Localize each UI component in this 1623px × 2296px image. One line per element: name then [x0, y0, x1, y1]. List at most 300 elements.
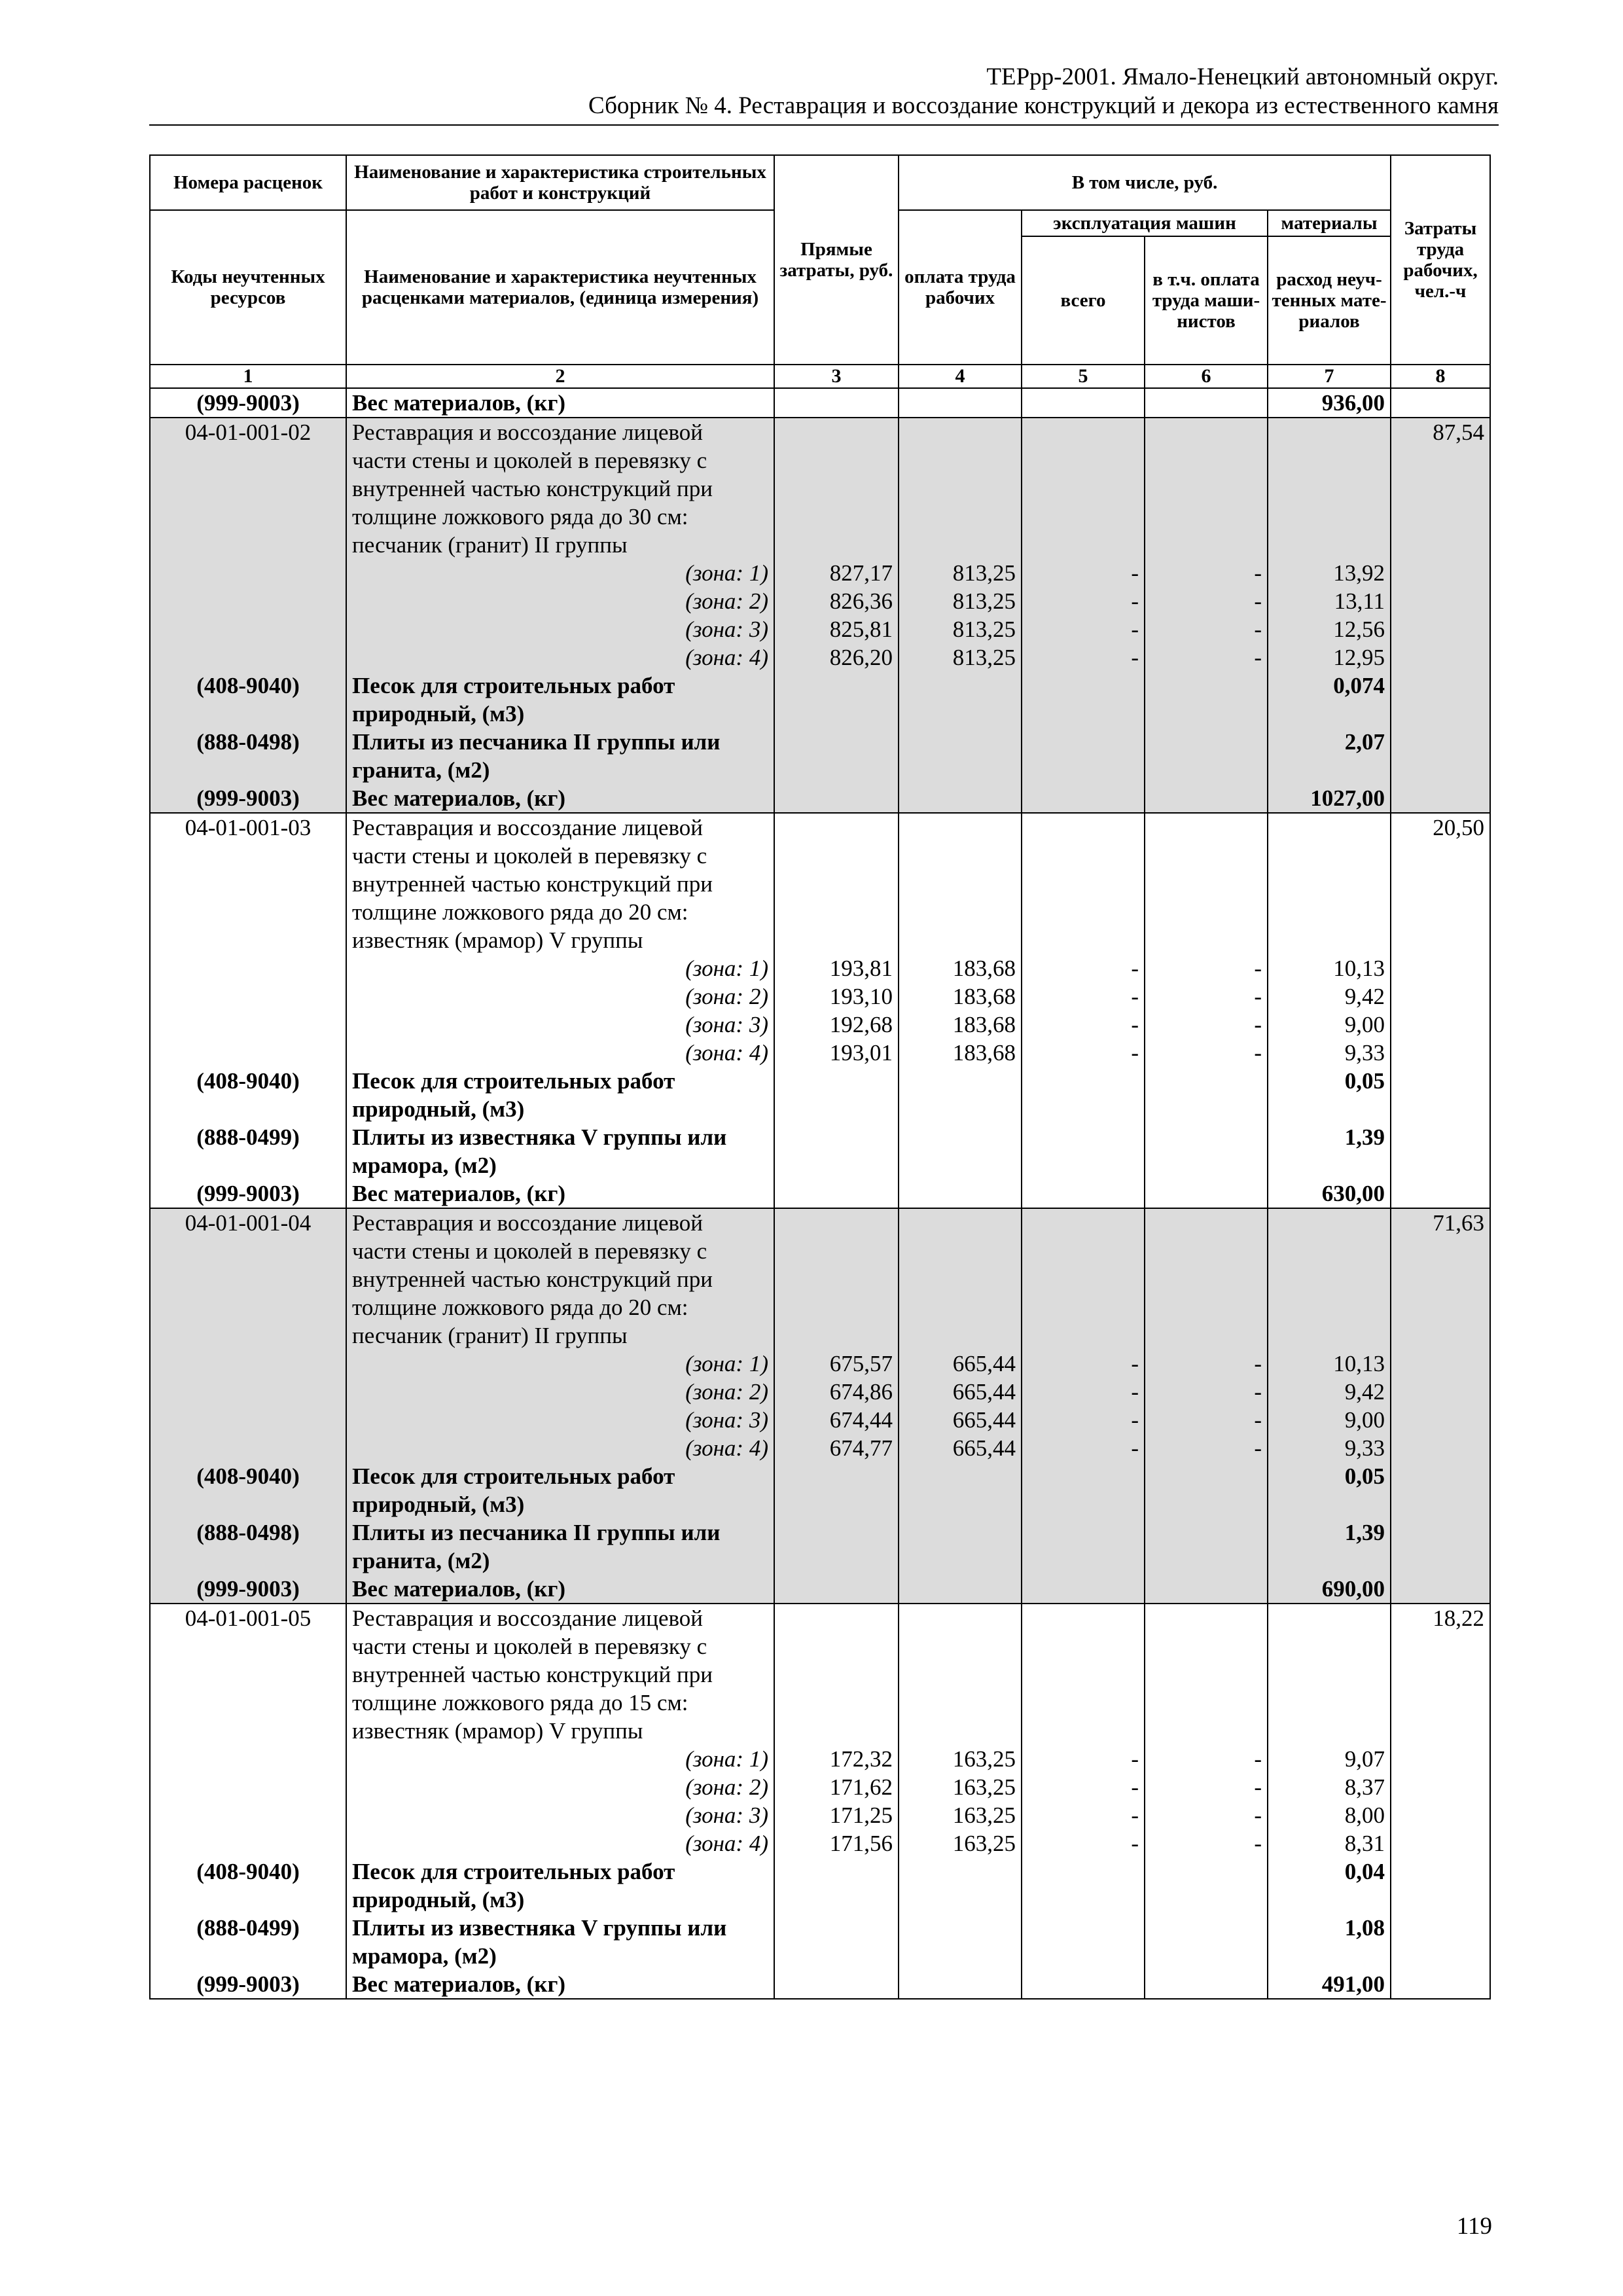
- cell-labor: [1391, 870, 1490, 898]
- cell-machine-total: -: [1022, 954, 1145, 982]
- cell-labor: [1391, 1829, 1490, 1857]
- cell-materials: [1268, 1293, 1391, 1321]
- cell-zone: (зона: 2): [346, 587, 774, 615]
- table-row: [150, 1970, 1490, 1999]
- header-materials: материалы: [1268, 210, 1391, 236]
- cell-worker-wages: [899, 1265, 1022, 1293]
- table-row: [150, 728, 1490, 756]
- cell-code: (888-0498): [150, 1518, 346, 1547]
- cell-code: [150, 643, 346, 672]
- cell-worker-wages: [899, 1462, 1022, 1490]
- cell-worker-wages: [899, 418, 1022, 446]
- cell-materials: 491,00: [1268, 1970, 1391, 1999]
- cell-direct-costs: 171,25: [774, 1801, 899, 1829]
- cell-materials: 1027,00: [1268, 784, 1391, 813]
- cell-machine-total: [1022, 1067, 1145, 1095]
- cell-worker-wages: 665,44: [899, 1406, 1022, 1434]
- cell-name: толщине ложкового ряда до 15 см:: [346, 1689, 774, 1717]
- table-row: [150, 1773, 1490, 1801]
- cell-materials: 690,00: [1268, 1575, 1391, 1604]
- cell-machine-total: [1022, 418, 1145, 446]
- cell-machinist-wages: -: [1145, 1773, 1268, 1801]
- cell-machinist-wages: [1145, 1717, 1268, 1745]
- cell-name: песчаник (гранит) II группы: [346, 531, 774, 559]
- cell-name: Плиты из песчаника II группы или: [346, 1518, 774, 1547]
- cell-worker-wages: [899, 1604, 1022, 1632]
- table-row: [150, 1575, 1490, 1604]
- cell-machine-total: -: [1022, 982, 1145, 1011]
- cell-machine-total: -: [1022, 1378, 1145, 1406]
- cell-direct-costs: [774, 388, 899, 418]
- cell-direct-costs: [774, 1575, 899, 1604]
- cell-materials: [1268, 1717, 1391, 1745]
- cell-code: (999-9003): [150, 1970, 346, 1999]
- cell-labor: [1391, 1575, 1490, 1604]
- cell-materials: 2,07: [1268, 728, 1391, 756]
- cell-machine-total: -: [1022, 1350, 1145, 1378]
- cell-machine-total: [1022, 388, 1145, 418]
- cell-direct-costs: 674,86: [774, 1378, 899, 1406]
- table-row: [150, 756, 1490, 784]
- cell-code: [150, 1151, 346, 1179]
- table-row: [150, 1378, 1490, 1406]
- cell-materials: [1268, 1208, 1391, 1237]
- table-row: [150, 1123, 1490, 1151]
- cell-machinist-wages: -: [1145, 982, 1268, 1011]
- cell-machine-total: [1022, 1886, 1145, 1914]
- cell-machine-total: [1022, 1604, 1145, 1632]
- table-row: [150, 1490, 1490, 1518]
- cell-machinist-wages: [1145, 926, 1268, 954]
- cell-worker-wages: [899, 728, 1022, 756]
- cell-direct-costs: 825,81: [774, 615, 899, 643]
- cell-code: [150, 1547, 346, 1575]
- cell-labor: [1391, 388, 1490, 418]
- cell-direct-costs: [774, 813, 899, 842]
- cell-machinist-wages: [1145, 1518, 1268, 1547]
- cell-materials: 0,05: [1268, 1462, 1391, 1490]
- cell-materials: 9,42: [1268, 1378, 1391, 1406]
- cell-direct-costs: [774, 1689, 899, 1717]
- cell-machine-total: [1022, 1293, 1145, 1321]
- column-numbers-row: [150, 365, 1490, 388]
- cell-code: [150, 1745, 346, 1773]
- cell-worker-wages: [899, 1518, 1022, 1547]
- cell-machine-total: [1022, 870, 1145, 898]
- cell-labor: [1391, 898, 1490, 926]
- cell-machinist-wages: -: [1145, 1745, 1268, 1773]
- cell-machinist-wages: -: [1145, 1350, 1268, 1378]
- cell-direct-costs: [774, 1462, 899, 1490]
- cell-direct-costs: [774, 1321, 899, 1350]
- cell-machinist-wages: [1145, 1689, 1268, 1717]
- table-row: [150, 813, 1490, 842]
- table-row: [150, 672, 1490, 700]
- cell-direct-costs: [774, 870, 899, 898]
- cell-machinist-wages: [1145, 756, 1268, 784]
- cell-direct-costs: [774, 1237, 899, 1265]
- cell-machinist-wages: -: [1145, 1801, 1268, 1829]
- cell-name: внутренней частью конструкций при: [346, 475, 774, 503]
- cell-machine-total: [1022, 1914, 1145, 1942]
- cell-worker-wages: [899, 1490, 1022, 1518]
- cell-name: Плиты из песчаника II группы или: [346, 728, 774, 756]
- rates-table: [149, 154, 1491, 2000]
- cell-materials: [1268, 475, 1391, 503]
- cell-materials: [1268, 1942, 1391, 1970]
- cell-name: природный, (м3): [346, 1095, 774, 1123]
- cell-worker-wages: 813,25: [899, 587, 1022, 615]
- cell-labor: [1391, 1434, 1490, 1462]
- cell-machinist-wages: [1145, 1886, 1268, 1914]
- cell-worker-wages: [899, 1689, 1022, 1717]
- cell-name: части стены и цоколей в перевязку с: [346, 446, 774, 475]
- cell-code: [150, 503, 346, 531]
- cell-code: [150, 1942, 346, 1970]
- cell-machine-total: [1022, 1857, 1145, 1886]
- cell-direct-costs: [774, 784, 899, 813]
- cell-direct-costs: 674,44: [774, 1406, 899, 1434]
- cell-code: [150, 842, 346, 870]
- cell-zone: (зона: 3): [346, 615, 774, 643]
- cell-materials: [1268, 1547, 1391, 1575]
- cell-machine-total: [1022, 898, 1145, 926]
- cell-code: [150, 1632, 346, 1660]
- cell-name: части стены и цоколей в перевязку с: [346, 1632, 774, 1660]
- cell-materials: [1268, 1604, 1391, 1632]
- cell-materials: [1268, 1237, 1391, 1265]
- cell-worker-wages: [899, 898, 1022, 926]
- cell-labor: [1391, 531, 1490, 559]
- cell-machinist-wages: [1145, 813, 1268, 842]
- cell-machine-total: [1022, 1095, 1145, 1123]
- table-row: [150, 1604, 1490, 1632]
- cell-direct-costs: [774, 1604, 899, 1632]
- table-row: [150, 870, 1490, 898]
- cell-code: [150, 756, 346, 784]
- cell-worker-wages: 665,44: [899, 1378, 1022, 1406]
- cell-direct-costs: [774, 1518, 899, 1547]
- cell-machinist-wages: [1145, 1857, 1268, 1886]
- cell-machinist-wages: [1145, 1490, 1268, 1518]
- cell-worker-wages: [899, 1293, 1022, 1321]
- cell-materials: 630,00: [1268, 1179, 1391, 1208]
- cell-direct-costs: [774, 1547, 899, 1575]
- column-number: 8: [1391, 365, 1490, 388]
- table-row: [150, 1745, 1490, 1773]
- cell-labor: 20,50: [1391, 813, 1490, 842]
- cell-direct-costs: [774, 446, 899, 475]
- cell-machinist-wages: [1145, 1462, 1268, 1490]
- table-row: [150, 1547, 1490, 1575]
- cell-zone: (зона: 1): [346, 1350, 774, 1378]
- cell-code: [150, 898, 346, 926]
- cell-direct-costs: 827,17: [774, 559, 899, 587]
- table-row: [150, 1886, 1490, 1914]
- cell-labor: [1391, 1265, 1490, 1293]
- cell-code: (999-9003): [150, 784, 346, 813]
- cell-direct-costs: 826,36: [774, 587, 899, 615]
- cell-materials: 12,56: [1268, 615, 1391, 643]
- cell-materials: 8,37: [1268, 1773, 1391, 1801]
- cell-machinist-wages: [1145, 1237, 1268, 1265]
- cell-materials: [1268, 1660, 1391, 1689]
- cell-materials: [1268, 503, 1391, 531]
- cell-direct-costs: [774, 700, 899, 728]
- cell-name: Плиты из известняка V группы или: [346, 1123, 774, 1151]
- cell-worker-wages: 665,44: [899, 1350, 1022, 1378]
- cell-machinist-wages: -: [1145, 615, 1268, 643]
- table-row: [150, 954, 1490, 982]
- table-row: [150, 982, 1490, 1011]
- cell-machine-total: -: [1022, 1745, 1145, 1773]
- cell-direct-costs: [774, 1151, 899, 1179]
- cell-labor: [1391, 1886, 1490, 1914]
- cell-code: [150, 1773, 346, 1801]
- header-work-name: Наименование и характеристика строительных работ и конструкций: [346, 155, 774, 210]
- cell-direct-costs: [774, 1293, 899, 1321]
- cell-worker-wages: [899, 1632, 1022, 1660]
- header-machine-total: всего: [1022, 236, 1145, 365]
- cell-worker-wages: [899, 503, 1022, 531]
- cell-labor: [1391, 615, 1490, 643]
- cell-code: [150, 1886, 346, 1914]
- cell-worker-wages: [899, 784, 1022, 813]
- cell-worker-wages: [899, 1151, 1022, 1179]
- cell-worker-wages: [899, 1237, 1022, 1265]
- cell-code: [150, 954, 346, 982]
- header-including: В том числе, руб.: [899, 155, 1391, 210]
- cell-direct-costs: [774, 1970, 899, 1999]
- cell-labor: [1391, 446, 1490, 475]
- cell-worker-wages: [899, 475, 1022, 503]
- cell-machine-total: [1022, 1970, 1145, 1999]
- cell-code: (999-9003): [150, 1179, 346, 1208]
- cell-direct-costs: [774, 728, 899, 756]
- cell-labor: [1391, 1378, 1490, 1406]
- cell-machine-total: -: [1022, 1039, 1145, 1067]
- cell-name: Песок для строительных работ: [346, 1462, 774, 1490]
- cell-code: [150, 1829, 346, 1857]
- cell-machinist-wages: [1145, 1660, 1268, 1689]
- cell-machinist-wages: [1145, 446, 1268, 475]
- cell-labor: [1391, 982, 1490, 1011]
- running-header-collection: Сборник № 4. Реставрация и воссоздание конструкций и декора из естественного камня: [588, 92, 1499, 119]
- cell-worker-wages: [899, 926, 1022, 954]
- cell-machinist-wages: [1145, 784, 1268, 813]
- cell-worker-wages: [899, 1717, 1022, 1745]
- cell-code: [150, 475, 346, 503]
- cell-code: (999-9003): [150, 1575, 346, 1604]
- cell-labor: 18,22: [1391, 1604, 1490, 1632]
- cell-machine-total: [1022, 1208, 1145, 1237]
- cell-direct-costs: [774, 1123, 899, 1151]
- cell-direct-costs: [774, 503, 899, 531]
- cell-code: [150, 982, 346, 1011]
- cell-name: природный, (м3): [346, 700, 774, 728]
- cell-labor: [1391, 587, 1490, 615]
- table-row: [150, 1067, 1490, 1095]
- header-rate-numbers: Номера расценок: [150, 155, 346, 210]
- cell-code: (408-9040): [150, 1462, 346, 1490]
- cell-materials: 0,05: [1268, 1067, 1391, 1095]
- table-row: [150, 898, 1490, 926]
- cell-materials: [1268, 1689, 1391, 1717]
- header-machinist-wages: в т.ч. оплата труда маши-нистов: [1145, 236, 1268, 365]
- cell-code: 04-01-001-04: [150, 1208, 346, 1237]
- cell-labor: [1391, 1151, 1490, 1179]
- cell-zone: (зона: 1): [346, 559, 774, 587]
- cell-direct-costs: [774, 1265, 899, 1293]
- cell-machine-total: -: [1022, 643, 1145, 672]
- column-number: 1: [150, 365, 346, 388]
- cell-direct-costs: 172,32: [774, 1745, 899, 1773]
- cell-direct-costs: 675,57: [774, 1350, 899, 1378]
- cell-labor: [1391, 1914, 1490, 1942]
- cell-machine-total: [1022, 531, 1145, 559]
- cell-worker-wages: [899, 672, 1022, 700]
- cell-materials: 9,00: [1268, 1011, 1391, 1039]
- cell-direct-costs: 674,77: [774, 1434, 899, 1462]
- cell-worker-wages: [899, 1179, 1022, 1208]
- cell-materials: [1268, 1151, 1391, 1179]
- column-number: 3: [774, 365, 899, 388]
- cell-worker-wages: [899, 531, 1022, 559]
- cell-code: [150, 559, 346, 587]
- cell-labor: [1391, 1462, 1490, 1490]
- cell-materials: 9,42: [1268, 982, 1391, 1011]
- cell-materials: 1,39: [1268, 1518, 1391, 1547]
- cell-code: (888-0498): [150, 728, 346, 756]
- cell-materials: 9,00: [1268, 1406, 1391, 1434]
- cell-code: [150, 615, 346, 643]
- cell-materials: [1268, 842, 1391, 870]
- cell-code: [150, 1406, 346, 1434]
- cell-name: Вес материалов, (кг): [346, 1575, 774, 1604]
- cell-direct-costs: [774, 1857, 899, 1886]
- cell-machine-total: [1022, 1151, 1145, 1179]
- cell-materials: [1268, 1265, 1391, 1293]
- cell-name: мрамора, (м2): [346, 1151, 774, 1179]
- cell-machinist-wages: -: [1145, 1406, 1268, 1434]
- cell-worker-wages: [899, 1886, 1022, 1914]
- table-row: [150, 1942, 1490, 1970]
- cell-name: песчаник (гранит) II группы: [346, 1321, 774, 1350]
- cell-machinist-wages: [1145, 1942, 1268, 1970]
- table-row: [150, 503, 1490, 531]
- cell-name: Реставрация и воссоздание лицевой: [346, 418, 774, 446]
- cell-materials: 10,13: [1268, 954, 1391, 982]
- cell-materials: 12,95: [1268, 643, 1391, 672]
- cell-code: [150, 531, 346, 559]
- cell-name: гранита, (м2): [346, 756, 774, 784]
- cell-machinist-wages: -: [1145, 954, 1268, 982]
- cell-labor: [1391, 1321, 1490, 1350]
- cell-machinist-wages: [1145, 700, 1268, 728]
- cell-name: Реставрация и воссоздание лицевой: [346, 813, 774, 842]
- cell-labor: [1391, 1773, 1490, 1801]
- cell-machine-total: [1022, 672, 1145, 700]
- table-row: [150, 1717, 1490, 1745]
- cell-labor: 71,63: [1391, 1208, 1490, 1237]
- cell-code: [150, 870, 346, 898]
- cell-worker-wages: 183,68: [899, 1039, 1022, 1067]
- cell-name: внутренней частью конструкций при: [346, 870, 774, 898]
- cell-worker-wages: 183,68: [899, 1011, 1022, 1039]
- cell-machine-total: -: [1022, 1406, 1145, 1434]
- cell-name: известняк (мрамор) V группы: [346, 926, 774, 954]
- table-row: [150, 784, 1490, 813]
- cell-direct-costs: [774, 531, 899, 559]
- cell-machine-total: [1022, 1660, 1145, 1689]
- cell-name: Песок для строительных работ: [346, 1067, 774, 1095]
- cell-machinist-wages: [1145, 503, 1268, 531]
- cell-machine-total: [1022, 1575, 1145, 1604]
- cell-machine-total: [1022, 1237, 1145, 1265]
- table-row: [150, 1350, 1490, 1378]
- cell-name: части стены и цоколей в перевязку с: [346, 1237, 774, 1265]
- cell-direct-costs: 171,56: [774, 1829, 899, 1857]
- table-row: [150, 1518, 1490, 1547]
- cell-machinist-wages: [1145, 1321, 1268, 1350]
- cell-code: [150, 446, 346, 475]
- cell-labor: [1391, 1689, 1490, 1717]
- cell-worker-wages: 813,25: [899, 615, 1022, 643]
- column-number: 2: [346, 365, 774, 388]
- cell-labor: [1391, 1632, 1490, 1660]
- cell-direct-costs: [774, 1886, 899, 1914]
- cell-direct-costs: [774, 672, 899, 700]
- cell-machinist-wages: -: [1145, 1039, 1268, 1067]
- cell-machine-total: [1022, 1462, 1145, 1490]
- cell-code: (408-9040): [150, 1857, 346, 1886]
- table-row: [150, 1265, 1490, 1293]
- cell-worker-wages: [899, 1321, 1022, 1350]
- cell-direct-costs: [774, 1067, 899, 1095]
- table-row: [150, 643, 1490, 672]
- cell-direct-costs: [774, 898, 899, 926]
- cell-name: внутренней частью конструкций при: [346, 1660, 774, 1689]
- cell-direct-costs: 171,62: [774, 1773, 899, 1801]
- cell-name: Вес материалов, (кг): [346, 784, 774, 813]
- cell-worker-wages: [899, 1660, 1022, 1689]
- table-row: [150, 1632, 1490, 1660]
- cell-machinist-wages: [1145, 1293, 1268, 1321]
- cell-machine-total: -: [1022, 587, 1145, 615]
- cell-code: [150, 1689, 346, 1717]
- cell-machinist-wages: [1145, 531, 1268, 559]
- cell-labor: [1391, 1490, 1490, 1518]
- cell-labor: [1391, 1547, 1490, 1575]
- cell-machinist-wages: -: [1145, 1434, 1268, 1462]
- cell-labor: [1391, 475, 1490, 503]
- cell-labor: [1391, 728, 1490, 756]
- cell-zone: (зона: 3): [346, 1406, 774, 1434]
- table-row: [150, 388, 1490, 418]
- cell-labor: [1391, 1350, 1490, 1378]
- table-row: [150, 1689, 1490, 1717]
- cell-machine-total: -: [1022, 1773, 1145, 1801]
- cell-direct-costs: [774, 1717, 899, 1745]
- table-row: [150, 418, 1490, 446]
- cell-machinist-wages: [1145, 870, 1268, 898]
- cell-machinist-wages: [1145, 1265, 1268, 1293]
- column-number: 6: [1145, 365, 1268, 388]
- cell-machinist-wages: [1145, 842, 1268, 870]
- cell-labor: [1391, 842, 1490, 870]
- cell-materials: [1268, 1886, 1391, 1914]
- cell-labor: [1391, 559, 1490, 587]
